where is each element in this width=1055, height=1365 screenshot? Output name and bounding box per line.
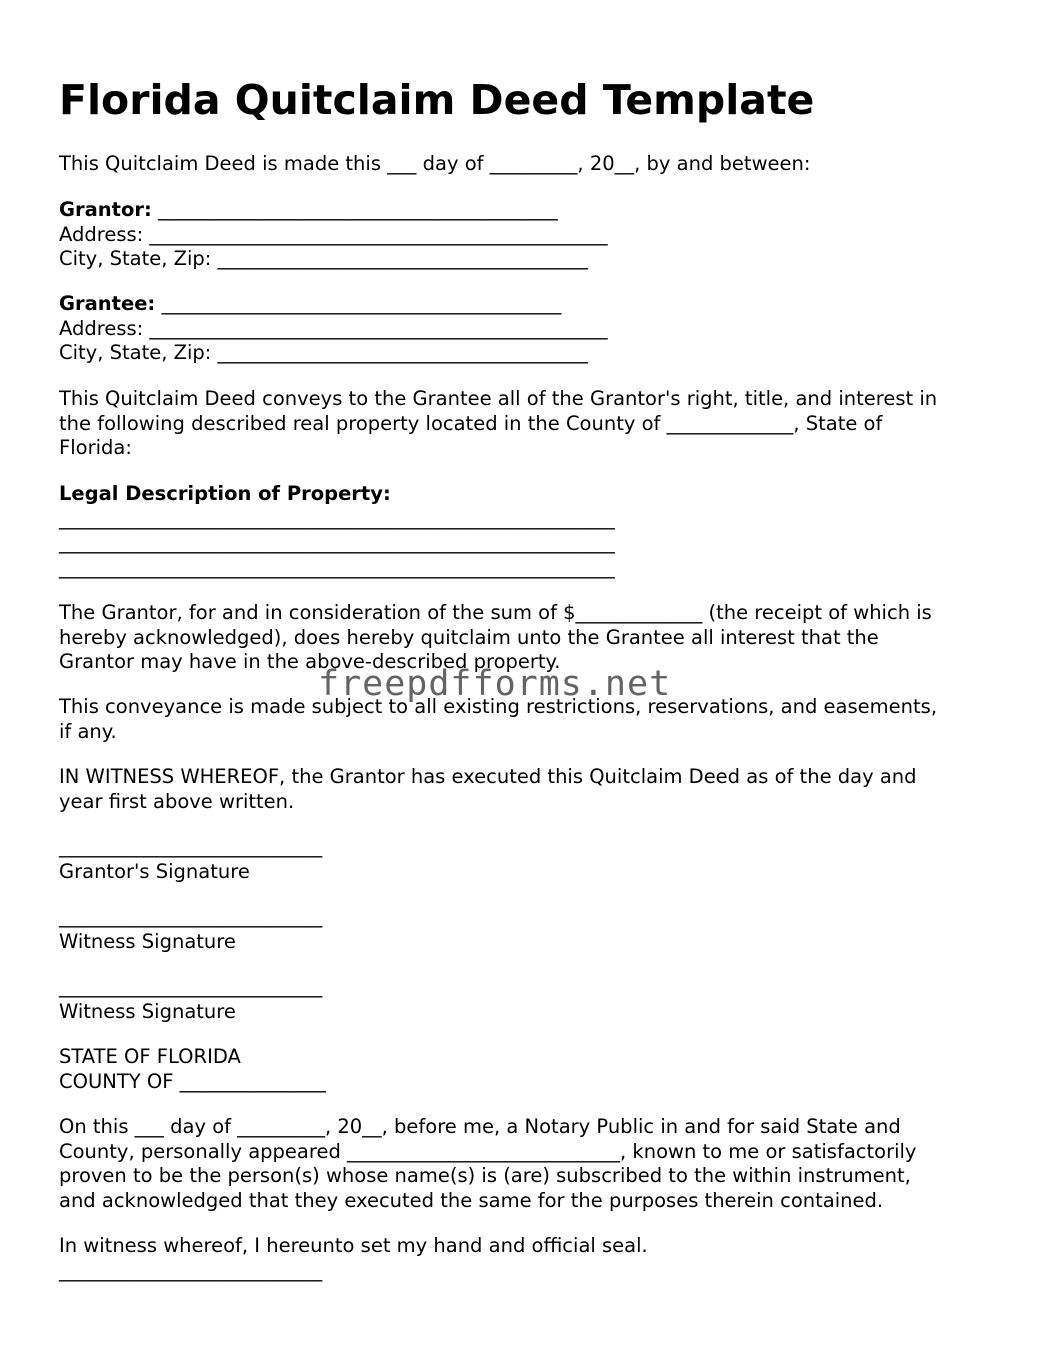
notary-line: and acknowledged that they executed the same for the purposes therein contained. <box>59 1188 884 1212</box>
signature-line: ___________________________ <box>59 975 323 998</box>
notary-line: proven to be the person(s) whose name(s) is (are) subscribed to the within instrument, <box>59 1164 911 1187</box>
notary-paragraph <box>59 1115 1009 1213</box>
grantee-name-blank: _________________________________________ <box>161 292 562 315</box>
grantor-address-line: Address: _______________________________________________ <box>59 222 608 246</box>
conveys-line: This Quitclaim Deed conveys to the Grantee all of the Grantor's right, title, and interest in <box>59 387 938 410</box>
consideration-line: The Grantor, for and in consideration of the sum of $_____________ (the receipt of which is <box>59 601 932 624</box>
notary-line: On this ___ day of _________, 20__, before me, a Notary Public in and for said State and <box>59 1115 901 1138</box>
conveys-paragraph <box>59 387 1009 461</box>
signature-line: ___________________________ <box>59 905 323 928</box>
legal-description-heading: Legal Description of Property: <box>59 482 391 505</box>
witness-whereof-paragraph <box>59 765 1009 814</box>
signature-label: Witness Signature <box>59 999 236 1023</box>
legal-description-block <box>59 482 1009 580</box>
closing-block <box>59 1234 1009 1283</box>
state-county-block <box>59 1045 1009 1094</box>
legal-description-line: _________________________________________________________ <box>59 555 615 579</box>
notary-signature-line: ___________________________ <box>59 1258 323 1282</box>
consideration-line: hereby acknowledged), does hereby quitclaim unto the Grantee all interest that the <box>59 625 879 649</box>
conveys-line: Florida: <box>59 436 132 459</box>
document-title: Florida Quitclaim Deed Template <box>59 76 815 124</box>
notary-line: County, personally appeared ____________________________, known to me or satisfactorily <box>59 1139 917 1163</box>
witness-signature-block <box>59 905 1009 954</box>
witness-signature-block <box>59 975 1009 1024</box>
witness-whereof-line: IN WITNESS WHEREOF, the Grantor has executed this Quitclaim Deed as of the day and <box>59 765 917 788</box>
grantor-label: Grantor: <box>59 198 152 221</box>
grantee-label: Grantee: <box>59 292 156 315</box>
grantee-address-line: Address: _______________________________________________ <box>59 316 608 340</box>
signature-label: Grantor's Signature <box>59 859 250 883</box>
legal-description-line: _________________________________________________________ <box>59 506 615 530</box>
grantee-city-line: City, State, Zip: ______________________________________ <box>59 341 589 364</box>
grantor-block <box>59 198 1009 272</box>
intro-line: This Quitclaim Deed is made this ___ day of _________, 20__, by and between: <box>59 152 811 175</box>
witness-whereof-line: year first above written. <box>59 789 295 813</box>
signature-label: Witness Signature <box>59 929 236 953</box>
closing-text: In witness whereof, I hereunto set my hand and official seal. <box>59 1234 648 1257</box>
grantee-name-line <box>59 292 1009 317</box>
grantee-block <box>59 292 1009 366</box>
grantor-signature-block <box>59 835 1009 884</box>
watermark-text: freepdfforms.net <box>318 664 672 704</box>
grantor-name-line <box>59 198 1009 223</box>
county-line: COUNTY OF _______________ <box>59 1069 326 1093</box>
conveyance-line: This conveyance is made subject to all existing restrictions, reservations, and easements, <box>59 695 938 718</box>
state-line: STATE OF FLORIDA <box>59 1045 241 1068</box>
grantor-name-blank: _________________________________________ <box>158 198 558 221</box>
grantor-city-line: City, State, Zip: ______________________________________ <box>59 247 589 270</box>
legal-description-line: _________________________________________________________ <box>59 531 615 554</box>
conveyance-line: if any. <box>59 719 117 743</box>
intro-paragraph <box>59 152 1009 177</box>
conveys-line: the following described real property located in the County of _____________, State of <box>59 411 883 435</box>
signature-line: ___________________________ <box>59 835 323 858</box>
consideration-line: Grantor may have in the above-described property. <box>59 650 561 673</box>
